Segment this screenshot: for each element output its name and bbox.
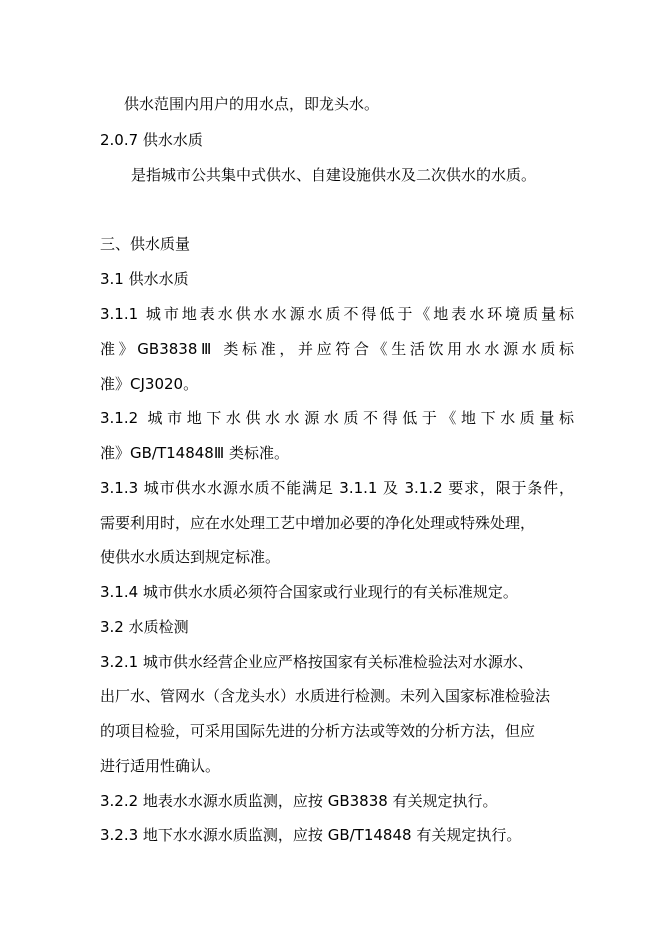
text-line: 的项目检验，可采用国际先进的分析方法或等效的分析方法，但应 [100,722,536,740]
text-line: 3.1.1 城市地表水供水水源水质不得低于《地表水环境质量标 [100,305,574,323]
text-line: 是指城市公共集中式供水、自建设施供水及二次供水的水质。 [131,166,537,184]
text-line: 3.2.2 地表水水源水质监测，应按 GB3838 有关规定执行。 [100,792,498,810]
section-heading: 3.1 供水水质 [100,270,189,288]
text-line: 3.2.1 城市供水经营企业应严格按国家有关标准检验法对水源水、 [100,653,533,671]
text-line: 3.1.2 城市地下水供水水源水质不得低于《地下水质量标 [100,409,574,427]
text-line: 准》CJ3020。 [100,375,199,393]
text-line: 供水范围内用户的用水点，即龙头水。 [124,95,380,113]
section-heading: 3.2 水质检测 [100,618,189,636]
text-line: 3.1.3 城市供水水源水质不能满足 3.1.1 及 3.1.2 要求，限于条件， [100,479,574,497]
text-line: 需要利用时，应在水处理工艺中增加必要的净化处理或特殊处理， [100,514,536,532]
text-line: 准》GB3838Ⅲ 类标准，并应符合《生活饮用水水源水质标 [100,340,574,358]
section-heading: 2.0.7 供水水质 [100,131,203,149]
text-line: 3.2.3 地下水水源水质监测，应按 GB/T14848 有关规定执行。 [100,826,522,844]
text-line: 准》GB/T14848Ⅲ 类标准。 [100,444,289,462]
text-line: 出厂水、管网水（含龙头水）水质进行检测。未列入国家标准检验法 [100,687,551,705]
text-line: 3.1.4 城市供水水质必须符合国家或行业现行的有关标准规定。 [100,583,518,601]
text-line: 进行适用性确认。 [100,757,221,775]
text-line: 使供水水质达到规定标准。 [100,548,281,566]
chapter-heading: 三、供水质量 [100,235,191,253]
